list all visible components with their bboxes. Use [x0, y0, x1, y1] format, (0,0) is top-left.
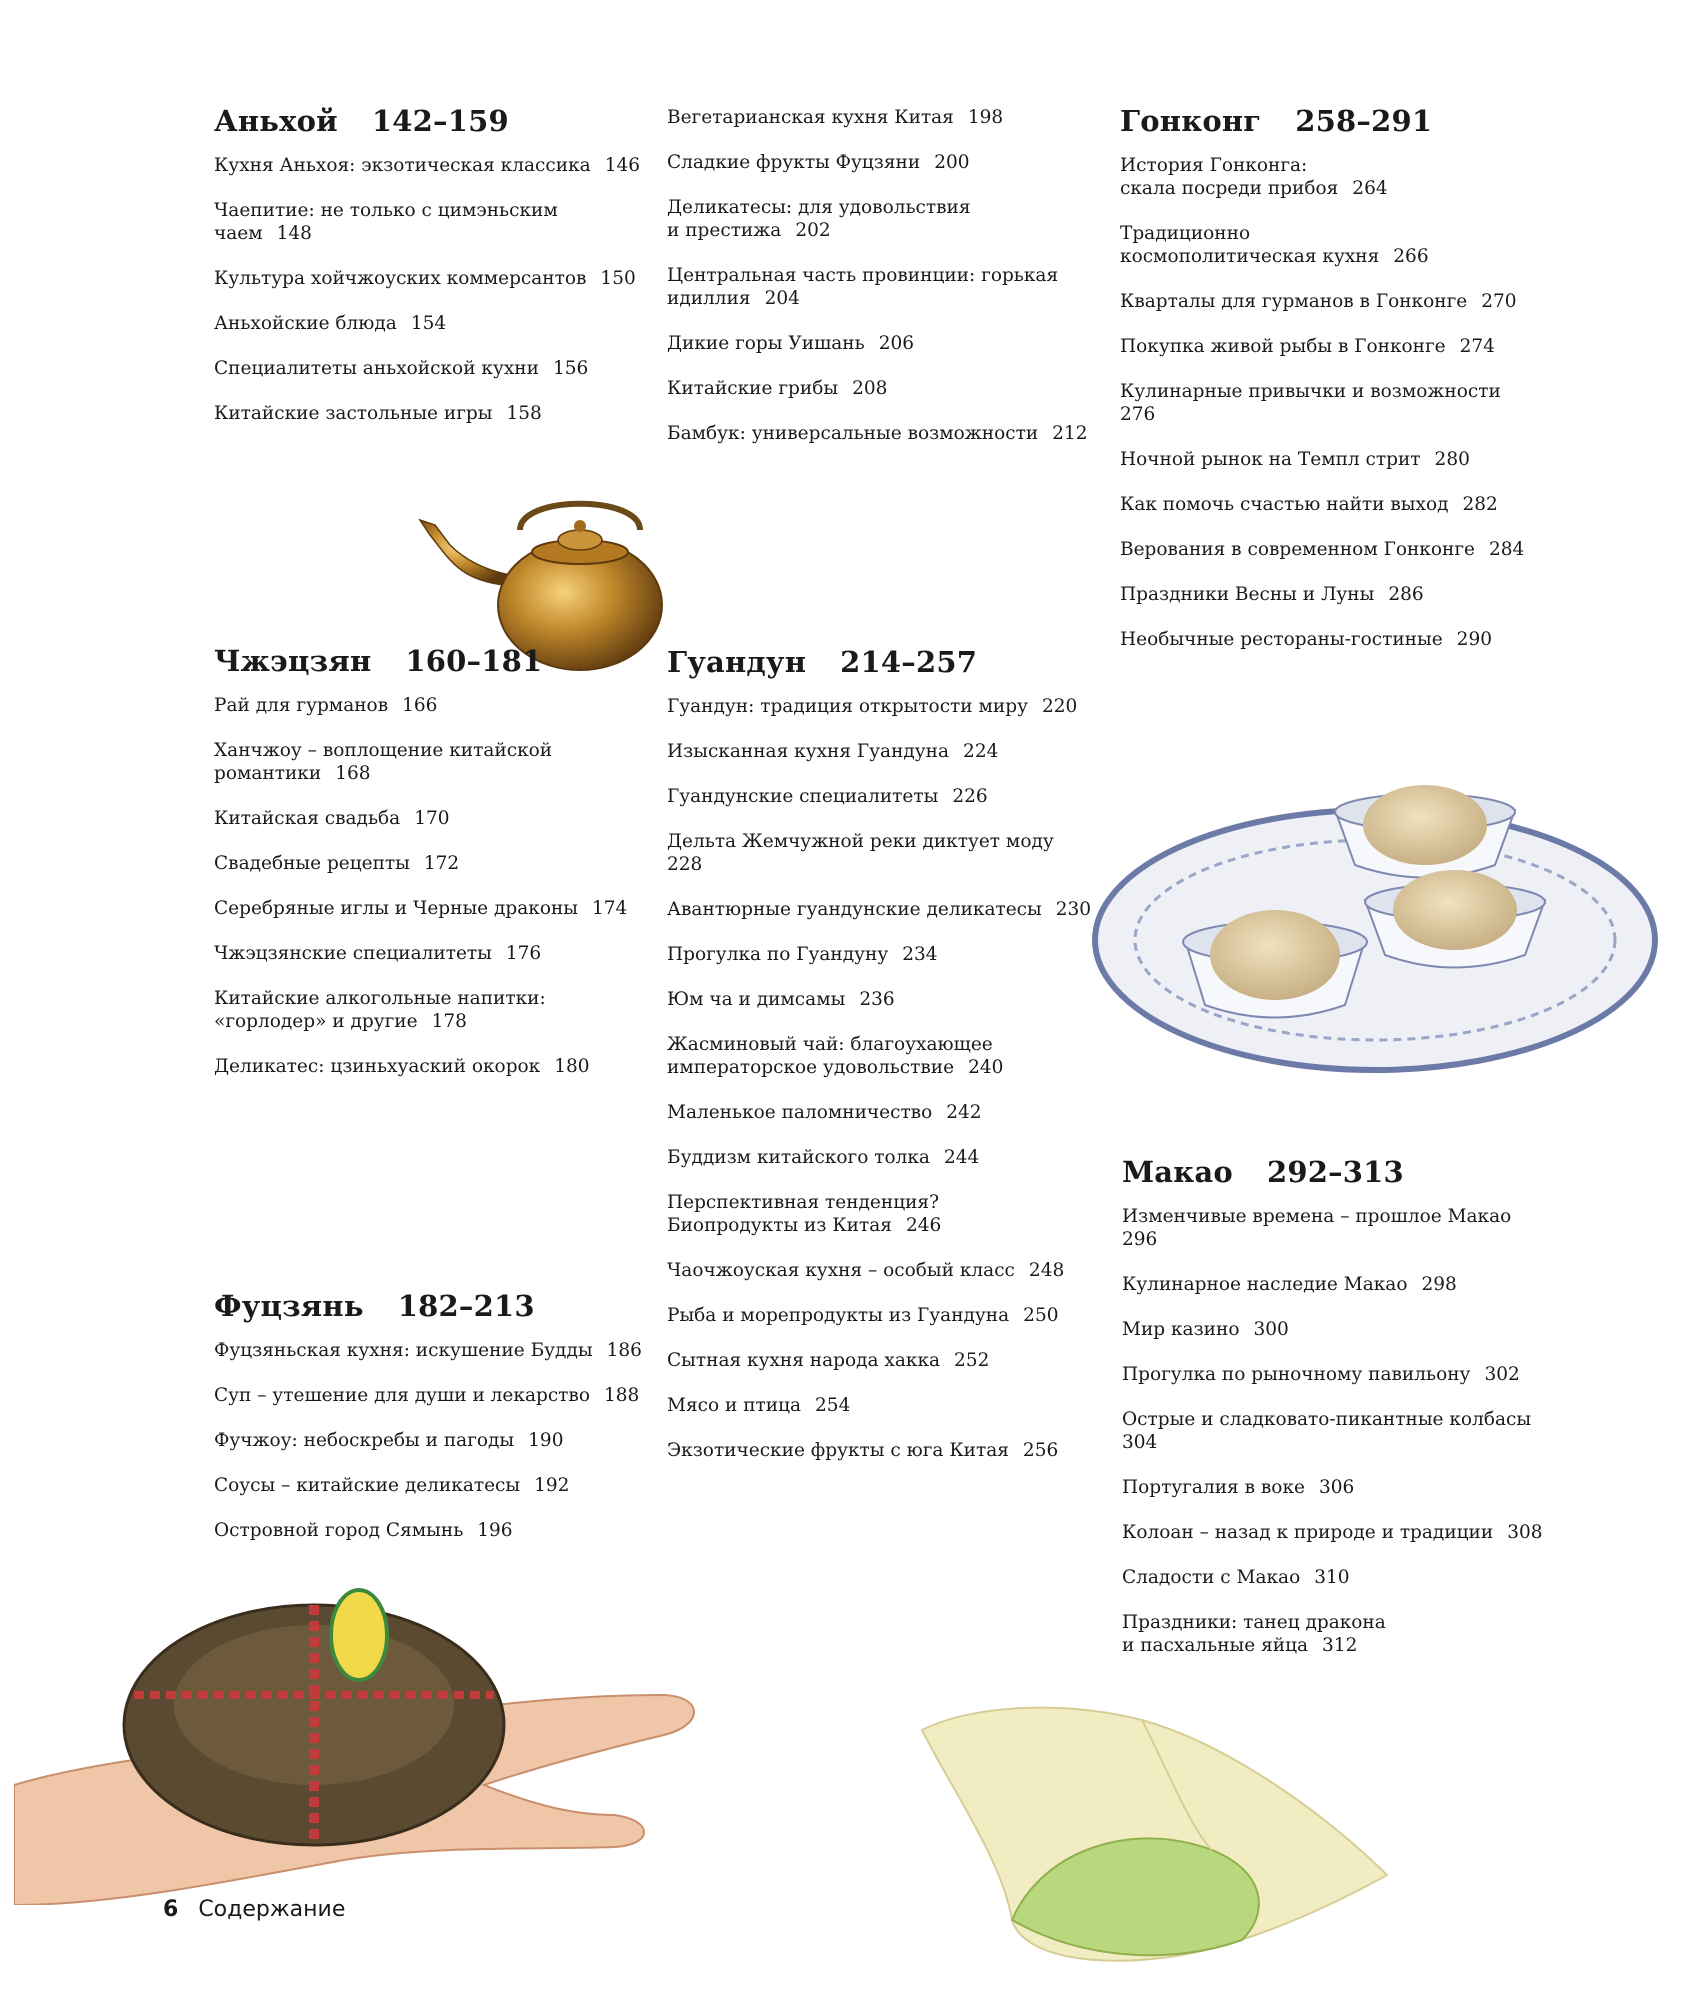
toc-entry[interactable]	[214, 1055, 644, 1078]
entry-page: 252	[954, 1350, 990, 1371]
entry-title: Юм ча и димсамы	[667, 989, 846, 1010]
entry-page: 186	[606, 1340, 642, 1361]
entry-page: 230	[1055, 899, 1092, 920]
entry-page: 264	[1352, 178, 1388, 199]
entry-title: Покупка живой рыбы в Гонконге	[1120, 336, 1446, 357]
entry-title: Буддизм китайского толка	[667, 1147, 930, 1168]
entry-list	[214, 154, 644, 425]
entry-title: Китайские застольные игры	[214, 403, 493, 424]
toc-entry[interactable]	[667, 151, 1107, 174]
entry-page: 168	[335, 763, 371, 784]
entry-page: 156	[552, 358, 589, 379]
toc-entry[interactable]	[1122, 1566, 1562, 1589]
entry-page: 206	[878, 333, 915, 354]
entry-title: Свадебные рецепты	[214, 853, 410, 874]
entry-title: Изысканная кухня Гуандуна	[667, 741, 950, 762]
section-pages: 214–257	[840, 645, 978, 679]
toc-entry[interactable]	[667, 1033, 1107, 1079]
toc-entry[interactable]	[1122, 1318, 1562, 1341]
entry-title: Праздники Весны и Луны	[1120, 584, 1375, 605]
entry-title: Рай для гурманов	[214, 695, 389, 716]
entry-page: 290	[1456, 629, 1492, 650]
bowls-on-plate-illustration	[1085, 770, 1660, 1090]
entry-page: 192	[534, 1475, 570, 1496]
toc-entry[interactable]	[667, 1349, 1107, 1372]
section-heading	[214, 1289, 644, 1323]
toc-entry[interactable]	[1122, 1476, 1562, 1499]
entry-title: Мир казино	[1122, 1319, 1240, 1340]
toc-entry[interactable]	[214, 739, 644, 785]
entry-title: Колоан – назад к природе и традиции	[1122, 1522, 1494, 1543]
entry-list	[1120, 154, 1560, 651]
section-pages: 160–181	[405, 644, 543, 678]
toc-entry[interactable]	[214, 1339, 644, 1362]
entry-page: 190	[528, 1430, 564, 1451]
crab-on-hand-illustration	[14, 1575, 714, 1905]
entry-title: Центральная часть провинции: горькая идиллия	[667, 265, 1059, 309]
page-footer	[163, 1897, 345, 1922]
entry-page: 284	[1488, 539, 1525, 560]
entry-title: Праздники: танец дракона и пасхальные яйца	[1122, 1612, 1386, 1656]
entry-list	[667, 695, 1107, 1462]
section-pages: 292–313	[1266, 1155, 1404, 1189]
toc-entry[interactable]	[667, 1191, 1107, 1237]
toc-entry[interactable]	[667, 898, 1107, 921]
entry-page: 286	[1388, 584, 1424, 605]
entry-page: 256	[1022, 1440, 1059, 1461]
entry-title: Чжэцзянские специалитеты	[214, 943, 492, 964]
section-title: Фуцзянь	[214, 1289, 364, 1323]
entry-title: Кухня Аньхоя: экзотическая классика	[214, 155, 591, 176]
entry-title: История Гонконга: скала посреди прибоя	[1120, 155, 1339, 199]
toc-entry[interactable]	[214, 694, 644, 717]
entry-title: Серебряные иглы и Черные драконы	[214, 898, 579, 919]
entry-title: Фучжоу: небоскребы и пагоды	[214, 1430, 515, 1451]
entry-title: Гуандун: традиция открытости миру	[667, 696, 1028, 717]
entry-title: Жасминовый чай: благоухающее императорское удовольствие	[667, 1034, 993, 1078]
toc-entry[interactable]	[1120, 448, 1560, 471]
toc-entry[interactable]	[1122, 1363, 1562, 1386]
toc-entry[interactable]	[1120, 154, 1560, 200]
toc-entry[interactable]	[214, 1429, 644, 1452]
entry-title: Острые и сладковато-пикантные колбасы 304	[1122, 1409, 1532, 1453]
entry-title: Рыба и морепродукты из Гуандуна	[667, 1305, 1010, 1326]
entry-page: 154	[410, 313, 447, 334]
toc-entry[interactable]	[1120, 222, 1560, 268]
entry-title: Как помочь счастью найти выход	[1120, 494, 1449, 515]
section-pages: 258–291	[1295, 104, 1433, 138]
section-macau	[1122, 1155, 1562, 1679]
page-number: 6	[163, 1897, 179, 1922]
entry-list	[214, 1339, 644, 1542]
toc-entry[interactable]	[667, 1304, 1107, 1327]
toc-entry[interactable]	[667, 332, 1107, 355]
entry-page: 180	[554, 1056, 590, 1077]
toc-entry[interactable]	[1120, 290, 1560, 313]
toc-entry[interactable]	[667, 830, 1107, 876]
section-heading	[214, 644, 644, 678]
entry-title: Бамбук: универсальные возможности	[667, 423, 1039, 444]
entry-title: Маленькое паломничество	[667, 1102, 933, 1123]
section-fujian-continued	[667, 106, 1107, 467]
entry-page: 208	[852, 378, 888, 399]
toc-entry[interactable]	[214, 807, 644, 830]
footer-label: Содержание	[198, 1897, 346, 1922]
toc-entry[interactable]	[667, 695, 1107, 718]
entry-page: 266	[1393, 246, 1429, 267]
section-heading	[1122, 1155, 1562, 1189]
entry-title: Мясо и птица	[667, 1395, 802, 1416]
entry-title: Ночной рынок на Темпл стрит	[1120, 449, 1421, 470]
section-heading	[1120, 104, 1560, 138]
toc-entry[interactable]	[667, 1439, 1107, 1462]
section-title: Макао	[1122, 1155, 1233, 1189]
entry-page: 212	[1052, 423, 1088, 444]
entry-title: Сладости с Макао	[1122, 1567, 1301, 1588]
entry-page: 176	[505, 943, 542, 964]
entry-title: Соусы – китайские деликатесы	[214, 1475, 521, 1496]
entry-page: 312	[1322, 1635, 1358, 1656]
entry-title: Вегетарианская кухня Китая	[667, 107, 954, 128]
entry-page: 270	[1481, 291, 1517, 312]
toc-entry[interactable]	[214, 1474, 644, 1497]
toc-entry[interactable]	[667, 1101, 1107, 1124]
toc-entry[interactable]	[214, 987, 644, 1033]
entry-list	[667, 106, 1107, 445]
section-fujian	[214, 1289, 644, 1564]
toc-entry[interactable]	[214, 199, 644, 245]
entry-title: Изменчивые времена – прошлое Макао 296	[1122, 1206, 1512, 1250]
dumpling-illustration	[912, 1700, 1397, 1970]
section-title: Аньхой	[214, 104, 338, 138]
entry-page: 196	[477, 1520, 513, 1541]
toc-entry[interactable]	[667, 196, 1107, 242]
toc-entry[interactable]	[214, 942, 644, 965]
toc-entry[interactable]	[1120, 493, 1560, 516]
entry-page: 224	[963, 741, 999, 762]
toc-entry[interactable]	[214, 1384, 644, 1407]
entry-title: Специалитеты аньхойской кухни	[214, 358, 539, 379]
entry-page: 308	[1507, 1522, 1543, 1543]
entry-title: Необычные рестораны-гостиные	[1120, 629, 1443, 650]
toc-entry[interactable]	[1120, 538, 1560, 561]
toc-entry[interactable]	[667, 377, 1107, 400]
entry-page: 166	[402, 695, 438, 716]
entry-page: 178	[431, 1011, 467, 1032]
toc-entry[interactable]	[214, 357, 644, 380]
entry-title: Перспективная тенденция? Биопродукты из Китая	[667, 1192, 940, 1236]
entry-page: 306	[1318, 1477, 1355, 1498]
toc-entry[interactable]	[667, 988, 1107, 1011]
toc-entry[interactable]	[1120, 583, 1560, 606]
entry-title: Китайские алкогольные напитки: «горлодер» и другие	[214, 988, 546, 1032]
entry-title: Фуцзяньская кухня: искушение Будды	[214, 1340, 593, 1361]
toc-entry[interactable]	[214, 852, 644, 875]
entry-title: Китайская свадьба	[214, 808, 401, 829]
entry-page: 150	[600, 268, 636, 289]
section-heading	[667, 645, 1107, 679]
entry-title: Дельта Жемчужной реки диктует моду 228	[667, 831, 1054, 875]
toc-entry[interactable]	[1120, 380, 1560, 426]
entry-page: 310	[1314, 1567, 1350, 1588]
toc-entry[interactable]	[667, 1394, 1107, 1417]
section-anhui	[214, 104, 644, 447]
section-pages: 142–159	[371, 104, 509, 138]
entry-title: Кулинарное наследие Макао	[1122, 1274, 1408, 1295]
entry-title: Ханчжоу – воплощение китайской романтики	[214, 740, 553, 784]
entry-page: 220	[1041, 696, 1078, 717]
entry-list	[214, 694, 644, 1078]
entry-page: 170	[414, 808, 450, 829]
toc-entry[interactable]	[214, 1519, 644, 1542]
entry-title: Дикие горы Уишань	[667, 333, 865, 354]
entry-title: Аньхойские блюда	[214, 313, 397, 334]
entry-page: 226	[952, 786, 988, 807]
entry-title: Традиционно космополитическая кухня	[1120, 223, 1380, 267]
entry-title: Сытная кухня народа хакка	[667, 1350, 941, 1371]
entry-page: 280	[1434, 449, 1470, 470]
toc-entry[interactable]	[1122, 1273, 1562, 1296]
entry-page: 200	[934, 152, 970, 173]
entry-title: Прогулка по Гуандуну	[667, 944, 889, 965]
entry-title: Культура хойчжоуских коммерсантов	[214, 268, 587, 289]
toc-entry[interactable]	[214, 154, 644, 177]
section-pages: 182–213	[397, 1289, 535, 1323]
entry-page: 250	[1023, 1305, 1059, 1326]
entry-page: 188	[603, 1385, 640, 1406]
entry-page: 172	[423, 853, 460, 874]
toc-entry[interactable]	[1122, 1521, 1562, 1544]
entry-page: 302	[1484, 1364, 1520, 1385]
toc-entry[interactable]	[667, 943, 1107, 966]
entry-page: 248	[1028, 1260, 1065, 1281]
entry-page: 242	[946, 1102, 982, 1123]
toc-entry[interactable]	[214, 402, 644, 425]
entry-list	[1122, 1205, 1562, 1657]
entry-title: Суп – утешение для души и лекарство	[214, 1385, 590, 1406]
entry-title: Кулинарные привычки и возможности 276	[1120, 381, 1501, 425]
entry-title: Чаочжоуская кухня – особый класс	[667, 1260, 1015, 1281]
toc-entry[interactable]	[1122, 1408, 1562, 1454]
toc-entry[interactable]	[667, 106, 1107, 129]
entry-page: 244	[943, 1147, 980, 1168]
toc-entry[interactable]	[1120, 335, 1560, 358]
toc-entry[interactable]	[214, 312, 644, 335]
entry-page: 148	[276, 223, 312, 244]
toc-entry[interactable]	[214, 267, 644, 290]
entry-title: Китайские грибы	[667, 378, 839, 399]
toc-entry[interactable]	[214, 897, 644, 920]
entry-page: 254	[815, 1395, 851, 1416]
entry-page: 174	[592, 898, 628, 919]
entry-page: 246	[905, 1215, 942, 1236]
entry-title: Авантюрные гуандунские деликатесы	[667, 899, 1042, 920]
entry-title: Кварталы для гурманов в Гонконге	[1120, 291, 1468, 312]
toc-entry[interactable]	[667, 785, 1107, 808]
entry-page: 234	[902, 944, 938, 965]
toc-entry[interactable]	[667, 264, 1107, 310]
entry-page: 300	[1253, 1319, 1289, 1340]
entry-page: 202	[795, 220, 831, 241]
section-heading	[214, 104, 644, 138]
entry-page: 204	[764, 288, 800, 309]
entry-title: Гуандунские специалитеты	[667, 786, 939, 807]
entry-title: Верования в современном Гонконге	[1120, 539, 1475, 560]
entry-title: Деликатесы: для удовольствия и престижа	[667, 197, 971, 241]
entry-page: 298	[1421, 1274, 1457, 1295]
toc-entry[interactable]	[1120, 628, 1560, 651]
toc-entry[interactable]	[667, 422, 1107, 445]
section-hongkong	[1120, 104, 1560, 673]
entry-title: Островной город Сямынь	[214, 1520, 464, 1541]
entry-page: 274	[1459, 336, 1495, 357]
entry-page: 198	[967, 107, 1004, 128]
entry-title: Чаепитие: не только с цимэньским чаем	[214, 200, 558, 244]
entry-title: Сладкие фрукты Фуцзяни	[667, 152, 921, 173]
entry-page: 158	[506, 403, 542, 424]
toc-entry[interactable]	[667, 1146, 1107, 1169]
entry-page: 146	[604, 155, 640, 176]
section-guangdong	[667, 645, 1107, 1484]
toc-entry[interactable]	[1122, 1611, 1562, 1657]
toc-entry[interactable]	[1122, 1205, 1562, 1251]
entry-title: Экзотические фрукты с юга Китая	[667, 1440, 1009, 1461]
entry-page: 236	[859, 989, 895, 1010]
section-title: Гуандун	[667, 645, 807, 679]
entry-title: Португалия в воке	[1122, 1477, 1305, 1498]
entry-page: 240	[968, 1057, 1004, 1078]
toc-entry[interactable]	[667, 1259, 1107, 1282]
toc-entry[interactable]	[667, 740, 1107, 763]
entry-title: Прогулка по рыночному павильону	[1122, 1364, 1471, 1385]
section-title: Чжэцзян	[214, 644, 372, 678]
entry-page: 282	[1462, 494, 1498, 515]
entry-title: Деликатес: цзиньхуаский окорок	[214, 1056, 541, 1077]
section-title: Гонконг	[1120, 104, 1262, 138]
section-zhejiang	[214, 644, 644, 1100]
